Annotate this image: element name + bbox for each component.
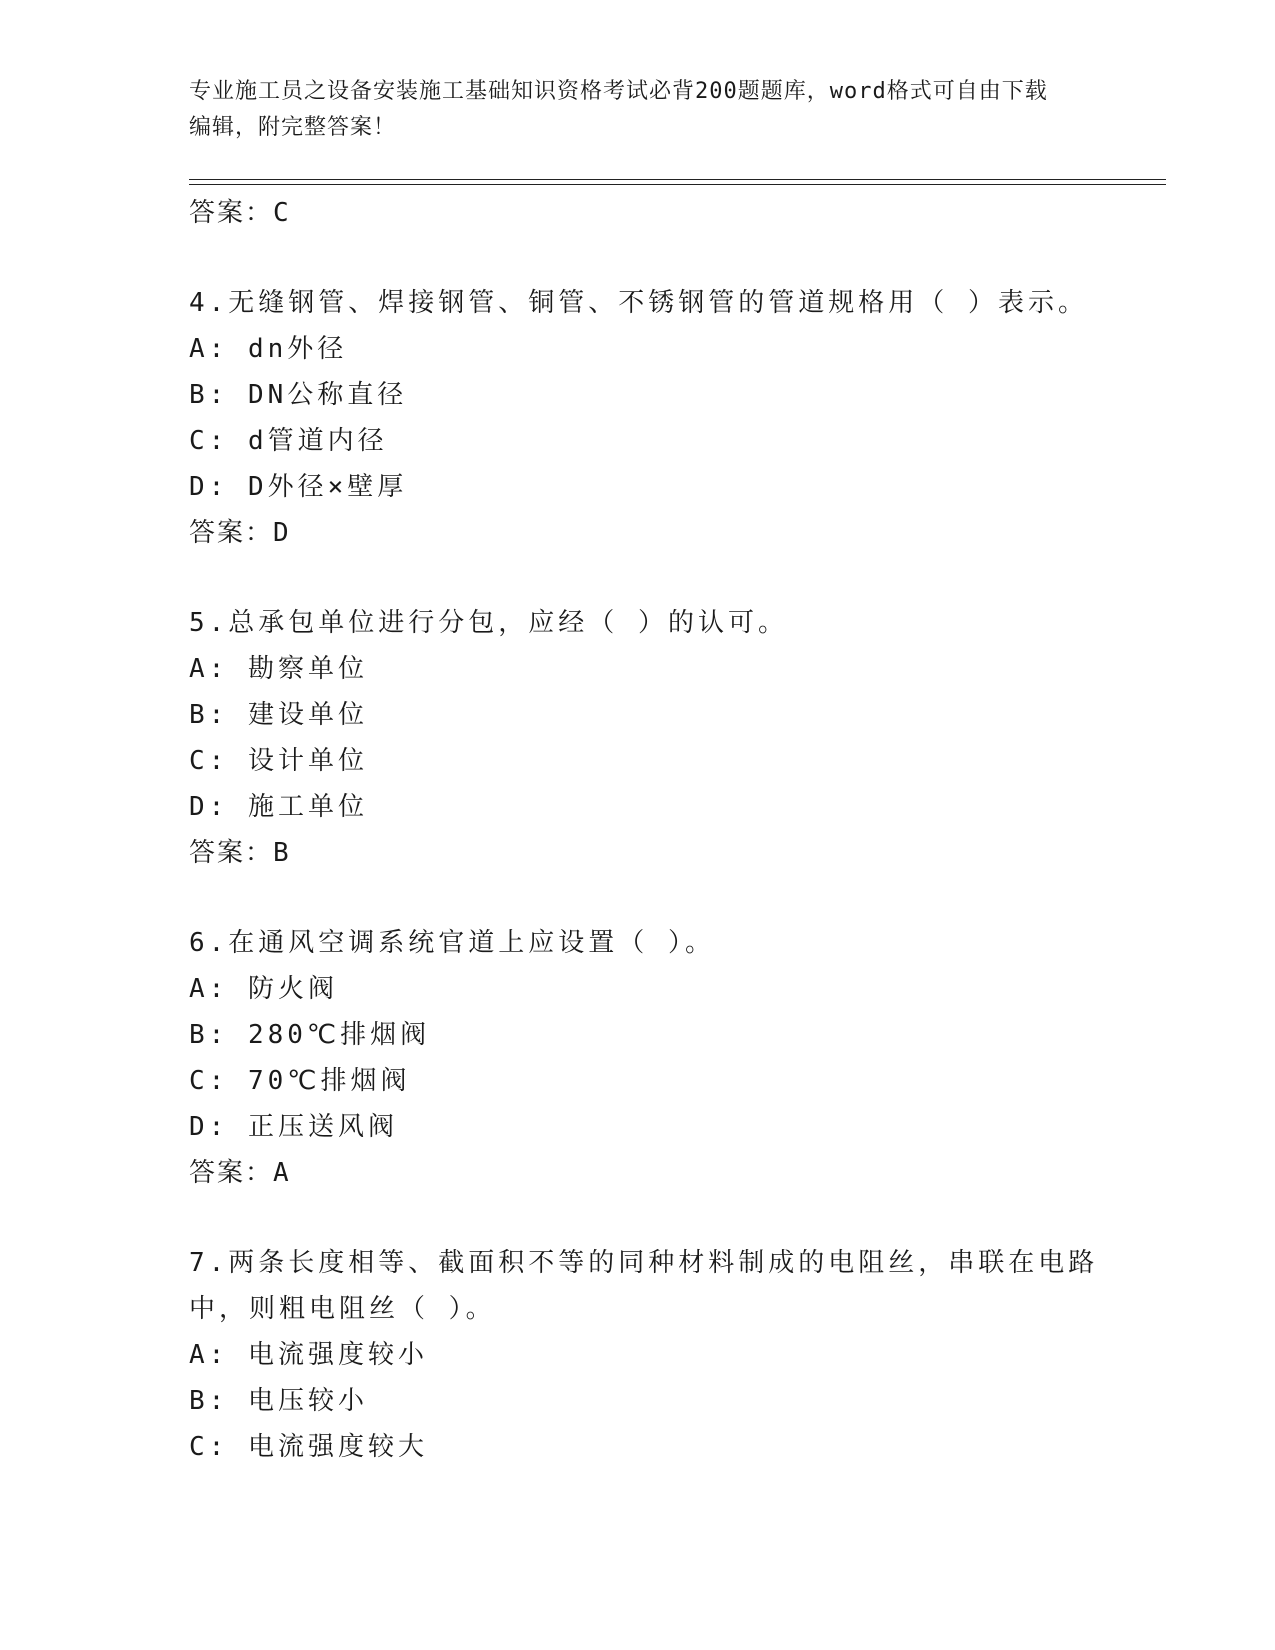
option-b: B: 建设单位 bbox=[189, 700, 368, 730]
document-intro: 专业施工员之设备安装施工基础知识资格考试必背200题题库，word格式可自由下载编辑，附完整答案！ bbox=[189, 79, 1048, 140]
option-c: C: 70℃排烟阀 bbox=[189, 1066, 411, 1096]
option-b: B: DN公称直径 bbox=[189, 380, 408, 410]
option-b: B: 电压较小 bbox=[189, 1386, 368, 1416]
option-a: A: 勘察单位 bbox=[189, 654, 368, 684]
answer-line: 答案：A bbox=[189, 1158, 291, 1188]
answer-line: 答案：C bbox=[189, 198, 291, 228]
option-a: A: 防火阀 bbox=[189, 974, 338, 1004]
header-divider-top bbox=[189, 179, 1166, 180]
question-text: 6.在通风空调系统官道上应设置（ ）。 bbox=[189, 928, 715, 958]
question-6 bbox=[189, 920, 1109, 1196]
option-d: D: D外径×壁厚 bbox=[189, 472, 408, 502]
option-c: C: d管道内径 bbox=[189, 426, 388, 456]
option-d: D: 正压送风阀 bbox=[189, 1112, 398, 1142]
option-a: A: dn外径 bbox=[189, 334, 348, 364]
header-divider-bottom bbox=[189, 184, 1166, 185]
option-d: D: 施工单位 bbox=[189, 792, 368, 822]
answer-line: 答案：D bbox=[189, 518, 291, 548]
question-list bbox=[189, 190, 1109, 1470]
question-4 bbox=[189, 280, 1109, 556]
question-text: 7.两条长度相等、截面积不等的同种材料制成的电阻丝，串联在电路中，则粗电阻丝（ ）。 bbox=[189, 1248, 1099, 1324]
option-b: B: 280℃排烟阀 bbox=[189, 1020, 431, 1050]
option-c: C: 设计单位 bbox=[189, 746, 368, 776]
option-a: A: 电流强度较小 bbox=[189, 1340, 428, 1370]
question-7 bbox=[189, 1240, 1109, 1470]
option-c: C: 电流强度较大 bbox=[189, 1432, 428, 1462]
question-text: 4.无缝钢管、焊接钢管、铜管、不锈钢管的管道规格用（ ）表示。 bbox=[189, 288, 1088, 318]
answer-line: 答案：B bbox=[189, 838, 291, 868]
question-5 bbox=[189, 600, 1109, 876]
question-text: 5.总承包单位进行分包，应经（ ）的认可。 bbox=[189, 608, 788, 638]
